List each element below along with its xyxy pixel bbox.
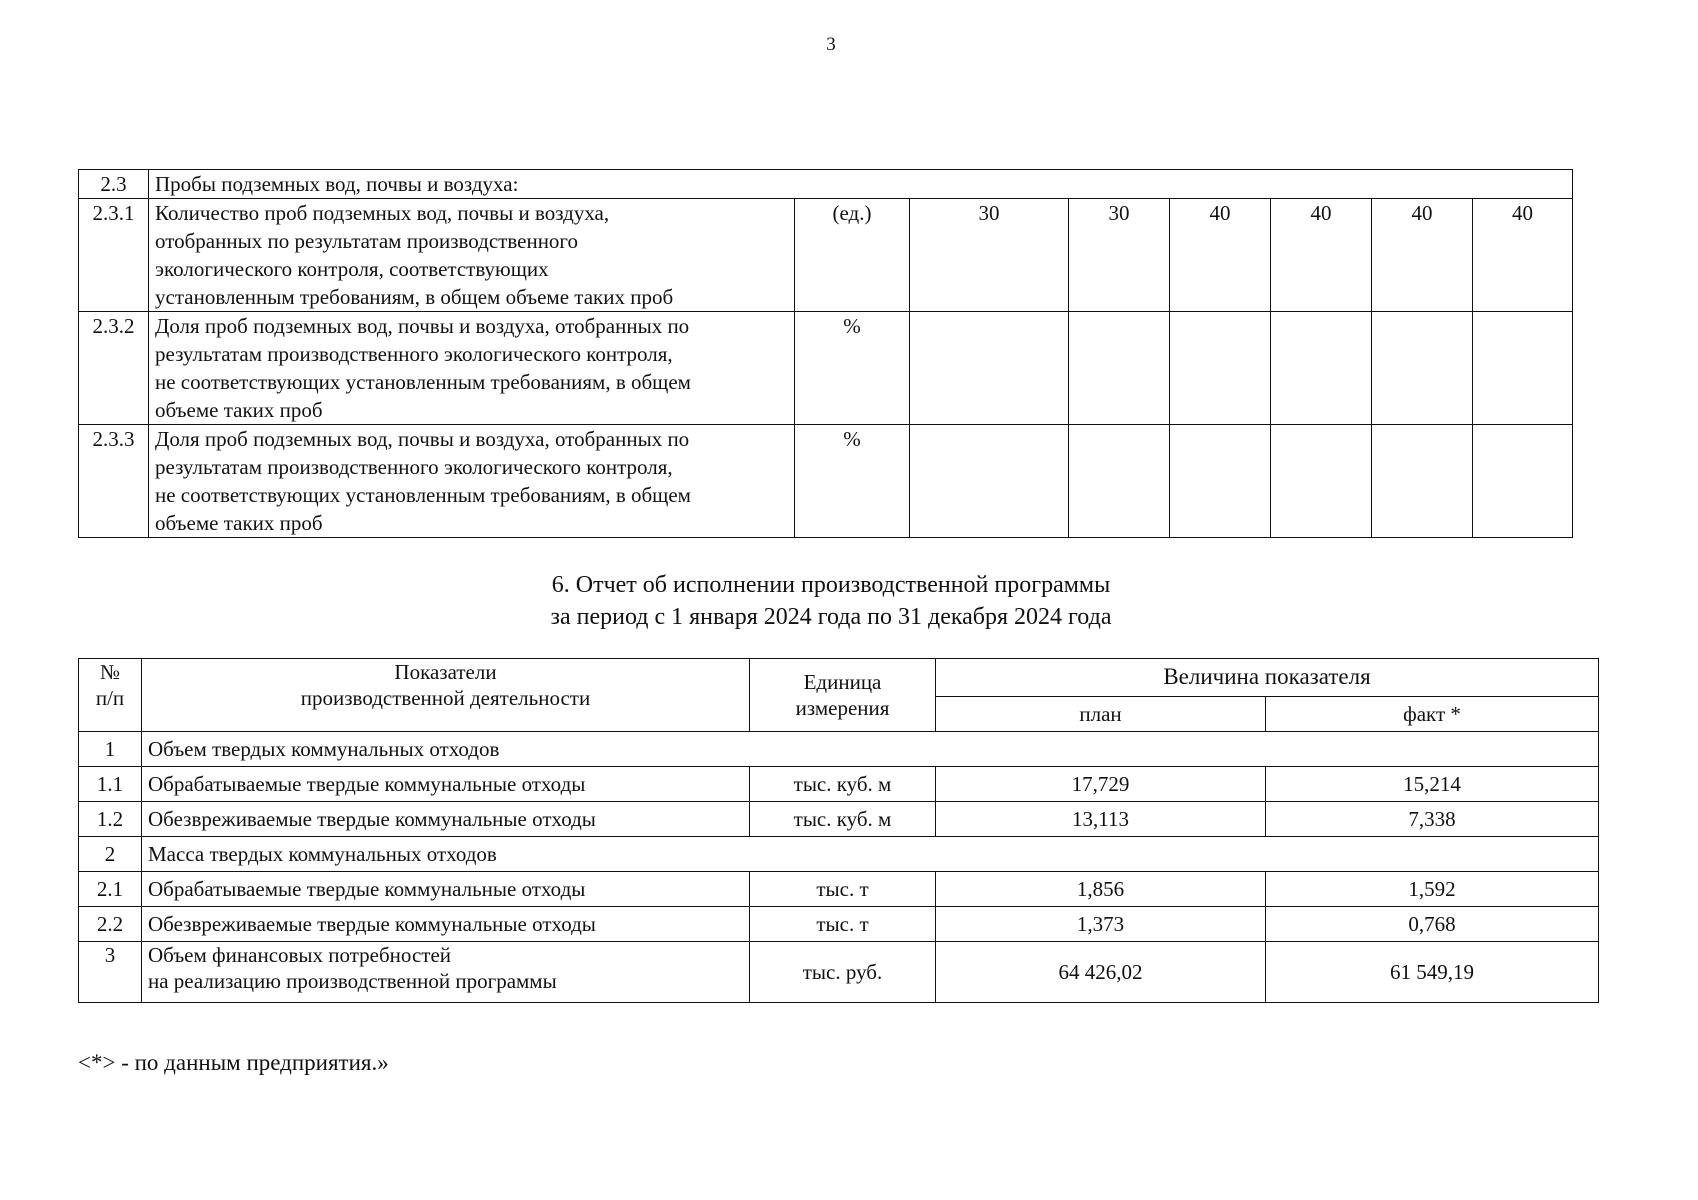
table-section-row: [79, 732, 1599, 767]
value-cell: 30: [910, 199, 1069, 312]
unit-cell: тыс. т: [750, 907, 936, 942]
header-text: Единица: [803, 670, 882, 694]
plan-cell: 1,856: [936, 872, 1266, 907]
header-indicator: [142, 659, 750, 732]
row-number: 2.3.2: [79, 312, 149, 425]
description-line: результатам производственного экологического контроля,: [155, 455, 673, 479]
row-label-line: на реализацию производственной программы: [148, 969, 557, 993]
value-cell: [1372, 312, 1473, 425]
row-number: 2.1: [79, 872, 142, 907]
row-number: 1.2: [79, 802, 142, 837]
description-line: не соответствующих установленным требованиям, в общем: [155, 483, 691, 507]
value-cell: [1170, 312, 1271, 425]
row-number: 2.3: [79, 170, 149, 199]
header-unit: [750, 659, 936, 732]
value-cell: 40: [1271, 199, 1372, 312]
header-text: №: [99, 660, 121, 684]
page-number: 3: [826, 34, 836, 55]
description-line: экологического контроля, соответствующих: [155, 257, 549, 281]
unit-cell: %: [795, 312, 910, 425]
description-line: результатам производственного экологического контроля,: [155, 342, 673, 366]
row-label-line: Объем финансовых потребностей: [148, 943, 452, 967]
header-fact: факт *: [1266, 696, 1599, 732]
table-row-2-3-2: [79, 312, 1573, 425]
table-row: [79, 907, 1599, 942]
row-description: [149, 199, 795, 312]
unit-cell: тыс. куб. м: [750, 767, 936, 802]
header-number: [79, 659, 142, 732]
header-text: п/п: [95, 686, 125, 710]
description-line: не соответствующих установленным требованиям, в общем: [155, 370, 691, 394]
row-number: 2.3.3: [79, 425, 149, 538]
section-row-2-3: [79, 170, 1573, 199]
table-row-2-3-3: [79, 425, 1573, 538]
value-cell: [1271, 425, 1372, 538]
table-row: [79, 802, 1599, 837]
plan-cell: 1,373: [936, 907, 1266, 942]
fact-cell: 1,592: [1266, 872, 1599, 907]
header-row: [79, 659, 1599, 697]
description-line: Доля проб подземных вод, почвы и воздуха, отобранных по: [155, 427, 690, 451]
value-cell: [910, 312, 1069, 425]
row-number: 1.1: [79, 767, 142, 802]
plan-cell: 13,113: [936, 802, 1266, 837]
value-cell: [1473, 312, 1573, 425]
section-label: Объем твердых коммунальных отходов: [142, 732, 1599, 767]
value-cell: [1473, 425, 1573, 538]
row-label: [142, 942, 750, 1003]
table-row-financial: [79, 942, 1599, 1003]
description-line: Доля проб подземных вод, почвы и воздуха, отобранных по: [155, 314, 690, 338]
footnote: <*> - по данным предприятия.»: [78, 1050, 389, 1075]
section-title: [0, 569, 1662, 633]
unit-cell: тыс. руб.: [750, 942, 936, 1003]
row-description: [149, 312, 795, 425]
row-label: Обезвреживаемые твердые коммунальные отходы: [142, 907, 750, 942]
unit-cell: тыс. куб. м: [750, 802, 936, 837]
section-title-line: за период с 1 января 2024 года по 31 декабря 2024 года: [550, 604, 1112, 630]
fact-cell: 61 549,19: [1266, 942, 1599, 1003]
row-number: 2: [79, 837, 142, 872]
description-line: установленным требованиям, в общем объеме таких проб: [155, 285, 674, 309]
header-value: Величина показателя: [936, 659, 1599, 697]
value-cell: 40: [1170, 199, 1271, 312]
value-cell: [1271, 312, 1372, 425]
samples-table: [78, 169, 1573, 538]
table-row-2-3-1: [79, 199, 1573, 312]
section-title-line: 6. Отчет об исполнении производственной программы: [551, 572, 1111, 598]
value-cell: 40: [1372, 199, 1473, 312]
header-text: производственной деятельности: [300, 686, 591, 710]
table-row: [79, 872, 1599, 907]
description-line: объеме таких проб: [155, 398, 323, 422]
value-cell: 40: [1473, 199, 1573, 312]
table-row: [79, 767, 1599, 802]
row-number: 2.3.1: [79, 199, 149, 312]
value-cell: [1372, 425, 1473, 538]
header-text: измерения: [795, 696, 890, 720]
header-text: Показатели: [394, 660, 497, 684]
report-table: [78, 658, 1599, 1003]
unit-cell: тыс. т: [750, 872, 936, 907]
description-line: отобранных по результатам производственного: [155, 229, 579, 253]
row-number: 2.2: [79, 907, 142, 942]
plan-cell: 17,729: [936, 767, 1266, 802]
unit-cell: (ед.): [795, 199, 910, 312]
value-cell: [910, 425, 1069, 538]
row-number: 1: [79, 732, 142, 767]
value-cell: 30: [1069, 199, 1170, 312]
description-line: Количество проб подземных вод, почвы и воздуха,: [155, 201, 610, 225]
fact-cell: 0,768: [1266, 907, 1599, 942]
plan-cell: 64 426,02: [936, 942, 1266, 1003]
description-line: объеме таких проб: [155, 511, 323, 535]
value-cell: [1170, 425, 1271, 538]
row-label: Обрабатываемые твердые коммунальные отходы: [142, 767, 750, 802]
unit-cell: %: [795, 425, 910, 538]
row-label: Обрабатываемые твердые коммунальные отходы: [142, 872, 750, 907]
value-cell: [1069, 312, 1170, 425]
section-label: Масса твердых коммунальных отходов: [142, 837, 1599, 872]
table-section-row: [79, 837, 1599, 872]
value-cell: [1069, 425, 1170, 538]
fact-cell: 15,214: [1266, 767, 1599, 802]
fact-cell: 7,338: [1266, 802, 1599, 837]
section-label: Пробы подземных вод, почвы и воздуха:: [149, 170, 1573, 199]
header-plan: план: [936, 696, 1266, 732]
row-description: [149, 425, 795, 538]
row-label: Обезвреживаемые твердые коммунальные отходы: [142, 802, 750, 837]
row-number: 3: [79, 942, 142, 1003]
